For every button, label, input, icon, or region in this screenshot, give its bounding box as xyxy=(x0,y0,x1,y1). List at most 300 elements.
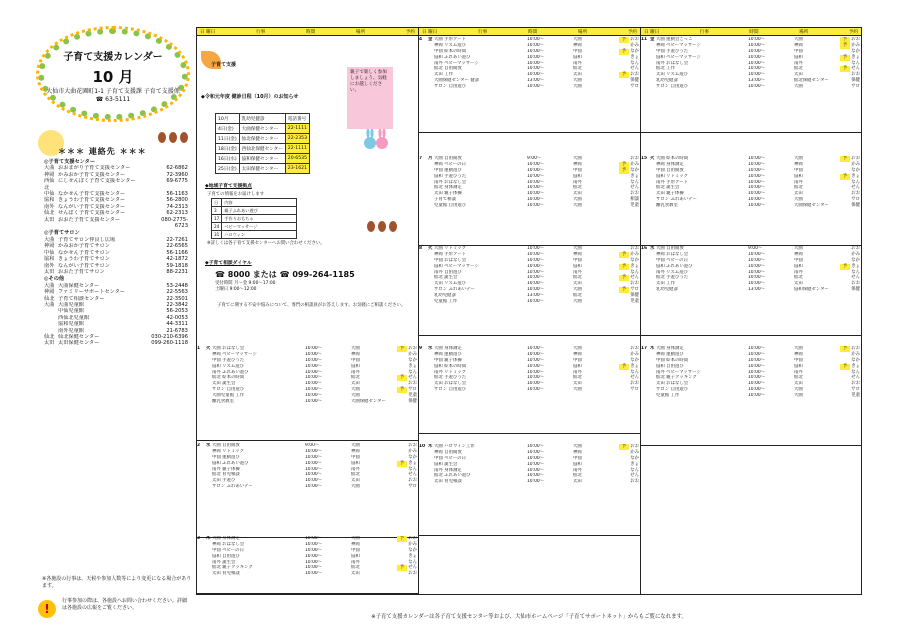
event-name: 神岡 おはなし会 xyxy=(212,541,245,547)
contact-area: 大曲 xyxy=(44,236,55,243)
contact-tel: 56-1163 xyxy=(166,191,188,198)
column-header-label: 場所 xyxy=(577,30,588,35)
contact-item xyxy=(44,340,188,346)
contact-name: にしせんぼく子育て支援センター xyxy=(58,178,136,185)
bottom-note: ※各施設の行事は、天候や参加人数等により変更になる場合があります。 xyxy=(42,576,192,589)
event-place: 神岡 xyxy=(351,541,360,547)
event-name: 仙北 絵本の時間 xyxy=(212,375,245,381)
event-tag: おお xyxy=(630,191,639,197)
reservation-mark: 予 xyxy=(619,444,629,450)
event-time: 10:00〜 xyxy=(527,363,545,369)
event-place: 神岡 xyxy=(573,251,582,257)
event-tag: おお xyxy=(851,37,860,42)
event-name: 協和 自由遊び xyxy=(656,363,684,369)
event-tag: なん xyxy=(630,269,639,275)
day-cell xyxy=(641,156,861,246)
column-header-label: 行事 xyxy=(477,30,488,35)
contact-area: 協和 xyxy=(44,256,55,263)
address xyxy=(38,88,188,104)
event-place: 仙北 xyxy=(573,66,582,72)
event-name: 仙北 手遊びうた xyxy=(656,275,689,281)
event-tag: なん xyxy=(408,369,417,375)
contact-area: 中仙 xyxy=(44,249,55,256)
event-place: 協和 xyxy=(573,173,582,179)
event-time: 10:00〜 xyxy=(748,66,766,72)
contact-name: おおた子育て支援センター xyxy=(58,216,121,223)
event-tag: サロ xyxy=(630,84,639,90)
table-row xyxy=(216,144,310,154)
event-time: 10:00〜 xyxy=(527,275,545,281)
contact-name: 子育てサロン仲良し広場 xyxy=(58,236,116,243)
reservation-mark: 予 xyxy=(840,55,850,61)
day-number xyxy=(419,203,428,209)
event-name: 太田 育児相談 xyxy=(434,479,462,485)
contact-tel: 22-3501 xyxy=(166,295,188,302)
contact-name: 子育て相談センター xyxy=(58,295,105,302)
calendar-grid xyxy=(196,27,862,595)
left-panel xyxy=(38,28,192,616)
contact-area: 仙北 xyxy=(44,333,55,340)
reservation-mark: 予 xyxy=(840,174,850,180)
event-time: 10:00〜 xyxy=(305,541,323,547)
contact-name: 仙北保健センター xyxy=(58,333,100,340)
column-header-label: 予約 xyxy=(627,30,637,35)
contact-name: なかせん子育て支援センター xyxy=(58,191,126,198)
reservation-mark: 予 xyxy=(619,162,629,168)
table-row xyxy=(212,215,297,223)
event-time: 13:00〜 xyxy=(527,78,545,84)
event-name: 仙北 育児相談 xyxy=(212,472,240,478)
event-name: 大曲保健センター 健診 xyxy=(434,78,480,84)
day-number: 1 xyxy=(197,346,201,351)
event-name: 大曲 自由開放 xyxy=(434,156,462,161)
event-time: 10:00〜 xyxy=(527,54,545,60)
reservation-mark xyxy=(397,484,407,490)
contact-area: 南外 xyxy=(44,203,55,210)
table-cell: 24 xyxy=(212,223,222,231)
event-place: 神岡 xyxy=(351,448,360,454)
event-tag: せん xyxy=(408,472,417,478)
event-place: 神岡 xyxy=(794,42,803,48)
event-name: 協和 絵本の時間 xyxy=(434,363,467,369)
contact-tel: 59-1818 xyxy=(166,262,188,269)
event-tag: なか xyxy=(630,357,639,363)
event-tag: なん xyxy=(851,179,860,185)
event-tag: 保健 xyxy=(630,293,639,299)
event-tag: サロ xyxy=(408,484,417,490)
event-name: 南外 ベビーマッサージ xyxy=(434,60,479,66)
event-time: 10:00〜 xyxy=(527,66,545,72)
event-name: 児童館 自由遊び xyxy=(434,203,467,209)
event-row xyxy=(419,479,640,485)
day-number xyxy=(419,479,428,485)
event-tag: なか xyxy=(851,48,860,54)
event-name: 神岡 おはなし会 xyxy=(656,251,689,257)
reservation-mark xyxy=(619,479,629,485)
event-name: 太田 親子体操 xyxy=(656,191,684,197)
event-tag: おお xyxy=(630,479,639,485)
event-name: 中仙 運動遊び xyxy=(212,454,240,460)
event-time: 10:00〜 xyxy=(527,251,545,257)
event-time: 10:00〜 xyxy=(305,478,323,484)
event-time: 13:00〜 xyxy=(527,293,545,299)
event-time: 10:00〜 xyxy=(527,375,545,381)
event-name: 太田 リズム遊び xyxy=(434,281,467,287)
contact-area: 神岡 xyxy=(44,243,55,250)
event-tag: なか xyxy=(851,257,860,263)
event-name: 中仙 手遊びうた xyxy=(212,357,245,363)
event-tag: なん xyxy=(851,60,860,66)
contact-section-heading: ◎子育て支援センター xyxy=(44,159,96,165)
event-place: 仙北 xyxy=(573,375,582,381)
table-cell: 18日(金) xyxy=(216,144,240,154)
event-time: 10:00〜 xyxy=(305,357,323,363)
event-place: 太田 xyxy=(573,381,582,387)
event-name: 協和 手遊びうた xyxy=(434,173,467,179)
day-cell xyxy=(419,444,640,536)
event-time: 10:00〜 xyxy=(527,381,545,387)
event-place: 仙北 xyxy=(351,565,360,571)
day-cell xyxy=(419,246,640,336)
contact-tel: 22-6565 xyxy=(166,243,188,250)
event-place: 大曲 xyxy=(794,156,803,161)
reservation-mark: 予 xyxy=(840,156,850,162)
event-time: 10:00〜 xyxy=(527,60,545,66)
event-time: 10:00〜 xyxy=(748,275,766,281)
event-place: 太田 xyxy=(794,381,803,387)
event-tag: おお xyxy=(630,381,639,387)
event-tag: おお xyxy=(630,37,639,42)
event-place: 中仙 xyxy=(351,357,360,363)
event-name: 大曲 自由開放 xyxy=(656,246,684,251)
event-name: サロン 自由遊び xyxy=(212,387,245,393)
reservation-mark: 予 xyxy=(619,49,629,55)
contact-tel: 030-210-6396 xyxy=(151,333,188,340)
event-time: 10:00〜 xyxy=(748,351,766,357)
event-time: 10:00〜 xyxy=(748,369,766,375)
table-cell: 11日(金) xyxy=(216,134,240,144)
contact-area: 太田 xyxy=(44,268,55,275)
event-name: 大曲児童館 工作 xyxy=(212,393,245,399)
day-number xyxy=(197,399,206,405)
day-cell xyxy=(641,246,861,336)
reservation-mark xyxy=(619,84,629,90)
event-name: 大曲 おはなし会 xyxy=(212,346,245,351)
event-place: 大曲 xyxy=(573,246,582,251)
contact-area: 大曲 xyxy=(44,301,55,308)
event-tag: かみ xyxy=(408,351,417,357)
event-name: 中仙 絵本の時間 xyxy=(434,48,467,54)
event-tag: かみ xyxy=(630,351,639,357)
event-place: 協和 xyxy=(573,54,582,60)
event-tag: 保健 xyxy=(851,78,860,84)
weekday: 月 xyxy=(428,156,433,161)
event-place: 仙北保健センター xyxy=(794,78,829,84)
event-time: 10:00〜 xyxy=(305,369,323,375)
event-time: 10:00〜 xyxy=(748,167,766,173)
event-place: 大曲 xyxy=(794,246,803,251)
event-place: 太田 xyxy=(794,281,803,287)
event-tag: せん xyxy=(851,185,860,191)
contact-section-heading: ◎その他 xyxy=(44,276,65,283)
event-time: 10:00〜 xyxy=(527,161,545,167)
event-tag: かみ xyxy=(851,161,860,167)
event-tag: おお xyxy=(851,246,860,251)
event-tag: おお xyxy=(408,346,417,351)
event-place: 協和 xyxy=(351,553,360,559)
event-place: 太田 xyxy=(573,479,582,485)
reservation-mark xyxy=(840,393,850,399)
event-name: 中仙 絵本の時間 xyxy=(656,357,689,363)
event-time: 10:00〜 xyxy=(527,351,545,357)
day-number: 8 xyxy=(419,246,423,251)
event-name: 大曲 絵本の時間 xyxy=(656,156,689,161)
contact-area: 大曲 xyxy=(44,282,55,289)
event-row xyxy=(419,84,640,90)
event-name: 中仙 自由開放 xyxy=(656,167,684,173)
event-tag: 児童 xyxy=(630,203,639,209)
calendar-title: 子育て支援カレンダー xyxy=(63,52,163,63)
table-row xyxy=(212,207,297,215)
event-place: 大曲 xyxy=(794,197,803,203)
event-name: 仙北 誕生会 xyxy=(656,185,680,191)
table-cell: 16日(水) xyxy=(216,154,240,164)
table-row xyxy=(216,124,310,134)
event-tag: きょ xyxy=(408,460,417,466)
contact-name: おおまがり子育て支援センター xyxy=(58,165,131,172)
calendar-month: 10 月 xyxy=(92,68,134,86)
section-a-line: 子育ての情報をお届けします xyxy=(207,192,265,197)
event-tag: 児童 xyxy=(408,393,417,399)
event-tag: なか xyxy=(630,167,639,173)
event-tag: おお xyxy=(851,281,860,287)
event-time: 10:00〜 xyxy=(748,173,766,179)
event-time: 10:00〜 xyxy=(527,72,545,78)
event-time: 10:00〜 xyxy=(305,363,323,369)
event-tag: おお xyxy=(408,478,417,484)
reservation-mark: 予 xyxy=(619,287,629,293)
support-table xyxy=(211,198,297,239)
event-name: サロン ふれあいデー xyxy=(434,287,475,293)
event-time: 10:00〜 xyxy=(527,197,545,203)
event-name: 太田 リズム遊び xyxy=(656,72,689,78)
event-time: 10:00〜 xyxy=(748,37,766,42)
column-header-label: 予約 xyxy=(848,30,858,35)
weekday: 金 xyxy=(428,37,433,42)
event-name: 仙北 身体測定 xyxy=(434,185,462,191)
table-cell: 22-1111 xyxy=(285,144,309,154)
weekday: 火 xyxy=(206,346,211,351)
event-time: 10:00〜 xyxy=(527,287,545,293)
table-row xyxy=(212,223,297,231)
reservation-mark: 予 xyxy=(397,346,407,352)
event-name: 大曲 リトミック xyxy=(434,246,467,251)
day-cell xyxy=(197,536,418,594)
event-tag: きょ xyxy=(851,54,860,60)
reservation-mark xyxy=(619,387,629,393)
table-cell: 太田保健センター xyxy=(239,164,285,174)
event-tag: せん xyxy=(630,275,639,281)
contact-tel: 21-6783 xyxy=(166,327,188,334)
day-cell xyxy=(641,37,861,133)
event-time: 10:00〜 xyxy=(305,484,323,490)
contact-tel: 099-260-1118 xyxy=(151,340,188,347)
event-tag: なん xyxy=(630,60,639,66)
event-name: 児童館 工作 xyxy=(656,393,680,399)
event-time: 10:00〜 xyxy=(305,565,323,571)
contact-area: 協和 xyxy=(44,197,55,204)
event-time: 10:00〜 xyxy=(748,251,766,257)
event-tag: せん xyxy=(408,565,417,571)
event-place: 南外 xyxy=(351,369,360,375)
calendar-column-1 xyxy=(197,28,419,594)
reservation-mark: 予 xyxy=(619,72,629,78)
day-number: 7 xyxy=(419,156,423,161)
event-name: 神岡 運動遊び xyxy=(656,351,684,357)
event-name: 中仙 ベビーの日 xyxy=(212,547,244,553)
event-place: 中仙 xyxy=(794,48,803,54)
event-name: 南外 親子体操 xyxy=(212,466,240,472)
day-number xyxy=(419,387,428,393)
event-time: 10:00〜 xyxy=(305,454,323,460)
event-place: 大曲 xyxy=(573,78,582,84)
event-name: サロン 自由遊び xyxy=(656,84,689,90)
event-time: 10:00〜 xyxy=(305,547,323,553)
event-name: 大曲 手形アート xyxy=(434,37,466,42)
column-header-label: 日 曜日 xyxy=(644,30,660,35)
table-cell: 乳幼児健診 xyxy=(239,114,285,124)
contact-tel: 88-2231 xyxy=(166,268,188,275)
column-header xyxy=(419,28,640,36)
contact-area: 南外 xyxy=(44,262,55,269)
event-tag: サロ xyxy=(851,387,860,393)
reservation-mark xyxy=(397,571,407,577)
column-header-label: 日 曜日 xyxy=(200,30,216,35)
table-cell: 31 xyxy=(212,231,222,239)
contact-name: なんがい子育てサロン xyxy=(58,262,110,269)
event-name: 乳幼児健診 xyxy=(656,287,678,293)
reservation-mark: 予 xyxy=(619,364,629,370)
event-name: 協和 ベビーマッサージ xyxy=(434,263,479,269)
event-place: 南外 xyxy=(573,467,582,473)
event-place: 大曲 xyxy=(573,346,582,351)
event-tag: かみ xyxy=(630,449,639,455)
acorn-icon xyxy=(378,221,386,232)
event-place: 大曲 xyxy=(573,197,582,203)
event-name: 南外 リトミック xyxy=(434,369,467,375)
column-header-label: 日 曜日 xyxy=(422,30,438,35)
table-cell: 22-1111 xyxy=(285,124,309,134)
event-place: 南外 xyxy=(573,269,582,275)
column-header-label: 時間 xyxy=(749,30,759,35)
event-time: 10:00〜 xyxy=(748,387,766,393)
reservation-mark: 予 xyxy=(840,43,850,49)
event-place: 大曲 xyxy=(351,536,360,541)
event-place: 協和 xyxy=(794,173,803,179)
reservation-mark: 予 xyxy=(397,461,407,467)
event-time: 10:00〜 xyxy=(527,455,545,461)
table-cell: 3 xyxy=(212,207,222,215)
day-number xyxy=(419,299,428,305)
event-name: 大曲 身体測定 xyxy=(434,346,462,351)
event-name: 南外 自由遊び xyxy=(434,269,462,275)
contact-area: 仙北 xyxy=(44,210,55,217)
event-place: 大曲 xyxy=(794,393,803,399)
event-time: 10:00〜 xyxy=(748,269,766,275)
event-tag: おお xyxy=(408,443,417,448)
event-tag: なか xyxy=(408,454,417,460)
event-tag: サロ xyxy=(408,387,417,393)
event-name: 子育て相談 xyxy=(434,197,456,203)
column-header-label: 予約 xyxy=(405,30,415,35)
reservation-mark: 予 xyxy=(619,37,629,43)
event-tag: きょ xyxy=(408,363,417,369)
contact-area: 仙北 xyxy=(44,295,55,302)
day-number: 9 xyxy=(419,346,423,351)
section-b-title: ◆子育て相談ダイヤル xyxy=(205,261,252,266)
event-tag: サロ xyxy=(851,84,860,90)
table-cell: 協和保健センター xyxy=(239,154,285,164)
event-time: 10:00〜 xyxy=(527,167,545,173)
event-name: 太田 工作 xyxy=(434,72,453,78)
event-time: 10:00〜 xyxy=(527,387,545,393)
table-cell: 仙北保健センター xyxy=(239,134,285,144)
event-place: 南外 xyxy=(794,269,803,275)
event-name: サロン ふれあいデー xyxy=(656,197,697,203)
event-name: 仙北 手遊びうた xyxy=(434,375,467,381)
column-header-label: 時間 xyxy=(305,30,316,35)
event-time: 10:00〜 xyxy=(305,559,323,565)
event-tag: きょ xyxy=(408,553,417,559)
event-tag: きょ xyxy=(630,263,639,269)
event-place: 中仙 xyxy=(351,547,360,553)
event-place: 神岡 xyxy=(573,449,582,455)
event-place: 大曲 xyxy=(351,346,360,351)
event-tag: きょ xyxy=(851,173,860,179)
info-header: 子育て支援 xyxy=(211,62,237,68)
event-name: サロン 自由遊び xyxy=(656,387,689,393)
event-time: 9:00〜 xyxy=(305,443,320,448)
event-place: 中仙 xyxy=(573,257,582,263)
table-cell: 西仙北保健センター xyxy=(239,144,285,154)
event-name: 神岡 ベビーマッサージ xyxy=(212,351,257,357)
event-time: 10:00〜 xyxy=(305,375,323,381)
weekday: 木 xyxy=(650,346,655,351)
event-row xyxy=(641,393,861,399)
event-name: 中仙 おはなし会 xyxy=(434,257,467,263)
event-tag: きょ xyxy=(851,263,860,269)
contact-area: 神岡 xyxy=(44,171,55,178)
contact-tel: 72-3960 xyxy=(166,171,188,178)
event-time: 10:00〜 xyxy=(527,84,545,90)
reservation-mark: 予 xyxy=(840,264,850,270)
contact-name: おおた子育てサロン xyxy=(58,268,105,275)
table-cell: 電話番号 xyxy=(285,114,309,124)
event-name: 中仙 運動遊び xyxy=(434,167,462,173)
section-b-line: 土曜日 9:00〜12:00 xyxy=(215,287,257,292)
footer-note: ※子育て支援カレンダーは各子育て支援センター等および、大仙市ホームページ「子育てサポートネット」からもご覧になれます。 xyxy=(371,614,687,620)
contact-tel: 56-2053 xyxy=(166,308,188,315)
event-time: 10:00〜 xyxy=(748,84,766,90)
event-name: 仙北 工作 xyxy=(656,66,675,72)
day-cell xyxy=(419,346,640,434)
event-tag: かみ xyxy=(851,351,860,357)
event-time: 10:00〜 xyxy=(748,363,766,369)
table-row xyxy=(216,164,310,174)
event-name: サロン 自由遊び xyxy=(434,84,467,90)
event-name: 神岡 運動遊び xyxy=(434,351,462,357)
acorn-icon xyxy=(158,132,166,143)
